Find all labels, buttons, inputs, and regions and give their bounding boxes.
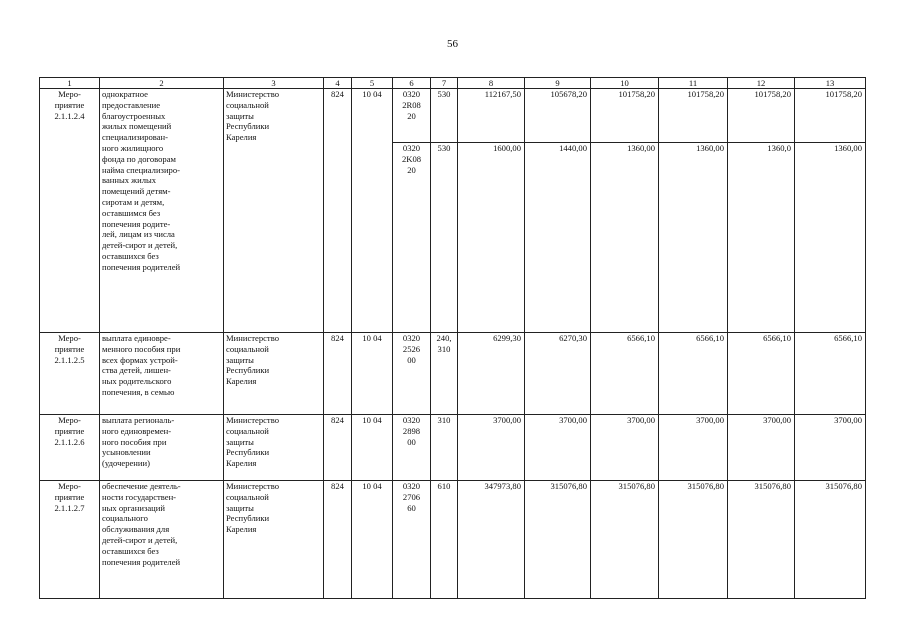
column-header-3: 3 xyxy=(224,78,324,89)
value-cell-v10: 315076,80 xyxy=(591,481,659,599)
cell-line: всех формах устрой- xyxy=(102,354,178,365)
cell-line: Карелия xyxy=(226,524,257,535)
cell-line: защиты xyxy=(226,436,254,447)
cell-line: попечения, в семью xyxy=(102,386,175,397)
cell-line: 20 xyxy=(407,110,416,121)
value-cell-v8: 112167,50 xyxy=(458,89,525,143)
cell-line: благоустроенных xyxy=(102,110,166,121)
cell-line: жилых помещений xyxy=(102,121,172,132)
table-row xyxy=(40,415,866,481)
cell-line: 00 xyxy=(407,436,416,447)
cell-line: помещений детям- xyxy=(102,186,171,197)
cell-line: Меро- xyxy=(58,481,81,491)
cell-line: 2K08 xyxy=(401,153,422,164)
cell-line: Республики xyxy=(226,121,270,132)
cell-line: 2898 xyxy=(402,425,421,436)
table-body xyxy=(40,78,866,599)
cell-line: ных родительского xyxy=(102,376,172,387)
cell-line: Меро- xyxy=(58,415,81,425)
column-header-13: 13 xyxy=(795,78,866,89)
cell-line: Министерство xyxy=(226,89,279,99)
cell-line: попечения родителей xyxy=(102,261,181,272)
vr-cell xyxy=(431,333,458,415)
column-header-5: 5 xyxy=(352,78,393,89)
csr-cell xyxy=(393,89,431,143)
rzpr-cell: 10 04 xyxy=(352,89,393,333)
cell-line: однократное xyxy=(102,89,148,99)
cell-line: социальной xyxy=(226,491,269,502)
csr-cell xyxy=(393,143,431,333)
cell-line: Республики xyxy=(226,447,270,458)
cell-line: 2R08 xyxy=(402,99,421,110)
cell-line: оставшихся без xyxy=(102,250,159,261)
value-cell-v8: 6299,30 xyxy=(458,333,525,415)
vr-cell xyxy=(431,481,458,599)
cell-line: 00 xyxy=(407,354,416,365)
cell-line: защиты xyxy=(226,110,254,121)
description-cell xyxy=(100,415,224,481)
value-cell-v11: 6566,10 xyxy=(659,333,728,415)
vr-cell xyxy=(431,89,458,143)
cell-line: сиротам и детям, xyxy=(102,196,165,207)
cell-line: Карелия xyxy=(226,132,257,143)
value-cell-v12: 6566,10 xyxy=(728,333,795,415)
table-row xyxy=(40,89,866,143)
description-cell xyxy=(100,481,224,599)
cell-line: ных организаций xyxy=(102,502,165,513)
cell-line: 2526 xyxy=(402,343,421,354)
header-row xyxy=(40,78,866,89)
cell-line: Меро- xyxy=(58,89,81,99)
value-cell-v12: 3700,00 xyxy=(728,415,795,481)
cell-line: (удочерении) xyxy=(102,458,150,469)
cell-line: детей-сирот и детей, xyxy=(102,534,178,545)
value-cell-v8: 347973,80 xyxy=(458,481,525,599)
cell-line: 530 xyxy=(437,89,451,99)
cell-line: 0320 xyxy=(402,415,421,425)
cell-line: Меро- xyxy=(58,333,81,343)
value-cell-v10: 1360,00 xyxy=(591,143,659,333)
value-cell-v13: 315076,80 xyxy=(795,481,866,599)
value-cell-v11: 3700,00 xyxy=(659,415,728,481)
cell-line: выплата региональ- xyxy=(102,415,175,425)
cell-line: обслуживания для xyxy=(102,524,170,535)
cell-line: социальной xyxy=(226,343,269,354)
value-cell-v9: 315076,80 xyxy=(525,481,591,599)
cell-line: 60 xyxy=(407,502,416,513)
cell-line: Министерство xyxy=(226,481,279,491)
cell-line: приятие xyxy=(54,99,85,110)
event-cell xyxy=(40,481,100,599)
grbs-cell: 824 xyxy=(324,89,352,333)
description-cell xyxy=(100,333,224,415)
cell-line: приятие xyxy=(54,425,85,436)
executor-cell xyxy=(224,481,324,599)
grbs-cell: 824 xyxy=(324,415,352,481)
column-header-4: 4 xyxy=(324,78,352,89)
cell-line: Карелия xyxy=(226,376,257,387)
value-cell-v9: 3700,00 xyxy=(525,415,591,481)
rzpr-cell: 10 04 xyxy=(352,333,393,415)
value-cell-v9: 6270,30 xyxy=(525,333,591,415)
cell-line: фонда по договорам xyxy=(102,153,176,164)
cell-line: выплата единовре- xyxy=(102,333,171,343)
rzpr-cell: 10 04 xyxy=(352,415,393,481)
column-header-11: 11 xyxy=(659,78,728,89)
column-header-1: 1 xyxy=(40,78,100,89)
event-cell xyxy=(40,415,100,481)
cell-line: 0320 xyxy=(402,481,421,491)
cell-line: найма специализиро- xyxy=(102,164,181,175)
value-cell-v13: 1360,00 xyxy=(795,143,866,333)
rzpr-cell: 10 04 xyxy=(352,481,393,599)
cell-line: ного жилищного xyxy=(102,142,164,153)
executor-cell xyxy=(224,89,324,333)
description-cell xyxy=(100,89,224,333)
cell-line: ного единовремен- xyxy=(102,425,172,436)
cell-line: 2706 xyxy=(402,491,421,502)
csr-cell xyxy=(393,333,431,415)
table-row xyxy=(40,481,866,599)
cell-line: социального xyxy=(102,513,148,524)
event-cell xyxy=(40,89,100,333)
value-cell-v10: 3700,00 xyxy=(591,415,659,481)
budget-table xyxy=(39,77,866,599)
column-header-10: 10 xyxy=(591,78,659,89)
cell-line: 20 xyxy=(407,164,416,175)
cell-line: 610 xyxy=(437,481,451,491)
cell-line: приятие xyxy=(54,343,85,354)
column-header-6: 6 xyxy=(393,78,431,89)
cell-line: защиты xyxy=(226,502,254,513)
value-cell-v11: 315076,80 xyxy=(659,481,728,599)
cell-line: Карелия xyxy=(226,458,257,469)
value-cell-v13: 3700,00 xyxy=(795,415,866,481)
csr-cell xyxy=(393,481,431,599)
cell-line: обеспечение деятель- xyxy=(102,481,181,491)
cell-line: 240, xyxy=(436,333,452,343)
vr-cell xyxy=(431,143,458,333)
cell-line: 310 xyxy=(437,415,451,425)
cell-line: предоставление xyxy=(102,99,161,110)
cell-line: Республики xyxy=(226,365,270,376)
cell-line: приятие xyxy=(54,491,85,502)
column-header-2: 2 xyxy=(100,78,224,89)
cell-line: социальной xyxy=(226,99,269,110)
cell-line: 530 xyxy=(437,143,451,153)
cell-line: оставшихся без xyxy=(102,545,159,556)
cell-line: 0320 xyxy=(402,89,421,99)
cell-line: 0320 xyxy=(402,333,421,343)
cell-line: защиты xyxy=(226,354,254,365)
cell-line: ности государствен- xyxy=(102,491,177,502)
page-number: 56 xyxy=(447,38,458,50)
csr-cell xyxy=(393,415,431,481)
cell-line: детей-сирот и детей, xyxy=(102,240,178,251)
cell-line: ства детей, лишен- xyxy=(102,365,171,376)
cell-line: 0320 xyxy=(402,143,421,153)
cell-line: 2.1.1.2.6 xyxy=(54,436,85,447)
cell-line: ного пособия при xyxy=(102,436,167,447)
vr-cell xyxy=(431,415,458,481)
value-cell-v9: 105678,20 xyxy=(525,89,591,143)
column-header-8: 8 xyxy=(458,78,525,89)
column-header-9: 9 xyxy=(525,78,591,89)
value-cell-v12: 101758,20 xyxy=(728,89,795,143)
cell-line: 310 xyxy=(437,343,451,354)
cell-line: Республики xyxy=(226,513,270,524)
value-cell-v11: 101758,20 xyxy=(659,89,728,143)
cell-line: Министерство xyxy=(226,333,279,343)
table-row xyxy=(40,333,866,415)
value-cell-v13: 6566,10 xyxy=(795,333,866,415)
cell-line: менного пособия при xyxy=(102,343,181,354)
value-cell-v12: 315076,80 xyxy=(728,481,795,599)
cell-line: 2.1.1.2.4 xyxy=(54,110,85,121)
event-cell xyxy=(40,333,100,415)
value-cell-v10: 101758,20 xyxy=(591,89,659,143)
value-cell-v8: 3700,00 xyxy=(458,415,525,481)
value-cell-v9: 1440,00 xyxy=(525,143,591,333)
cell-line: 2.1.1.2.5 xyxy=(54,354,85,365)
cell-line: ванных жилых xyxy=(102,175,157,186)
grbs-cell: 824 xyxy=(324,333,352,415)
value-cell-v12: 1360,0 xyxy=(728,143,795,333)
cell-line: попечения родите- xyxy=(102,218,171,229)
cell-line: попечения родителей xyxy=(102,556,181,567)
column-header-12: 12 xyxy=(728,78,795,89)
executor-cell xyxy=(224,415,324,481)
column-header-7: 7 xyxy=(431,78,458,89)
cell-line: социальной xyxy=(226,425,269,436)
grbs-cell: 824 xyxy=(324,481,352,599)
value-cell-v11: 1360,00 xyxy=(659,143,728,333)
executor-cell xyxy=(224,333,324,415)
value-cell-v13: 101758,20 xyxy=(795,89,866,143)
cell-line: специализирован- xyxy=(102,132,169,143)
value-cell-v10: 6566,10 xyxy=(591,333,659,415)
value-cell-v8: 1600,00 xyxy=(458,143,525,333)
cell-line: 2.1.1.2.7 xyxy=(54,502,85,513)
cell-line: лей, лицам из числа xyxy=(102,229,175,240)
cell-line: Министерство xyxy=(226,415,279,425)
cell-line: оставшимся без xyxy=(102,207,161,218)
cell-line: усыновлении xyxy=(102,447,151,458)
